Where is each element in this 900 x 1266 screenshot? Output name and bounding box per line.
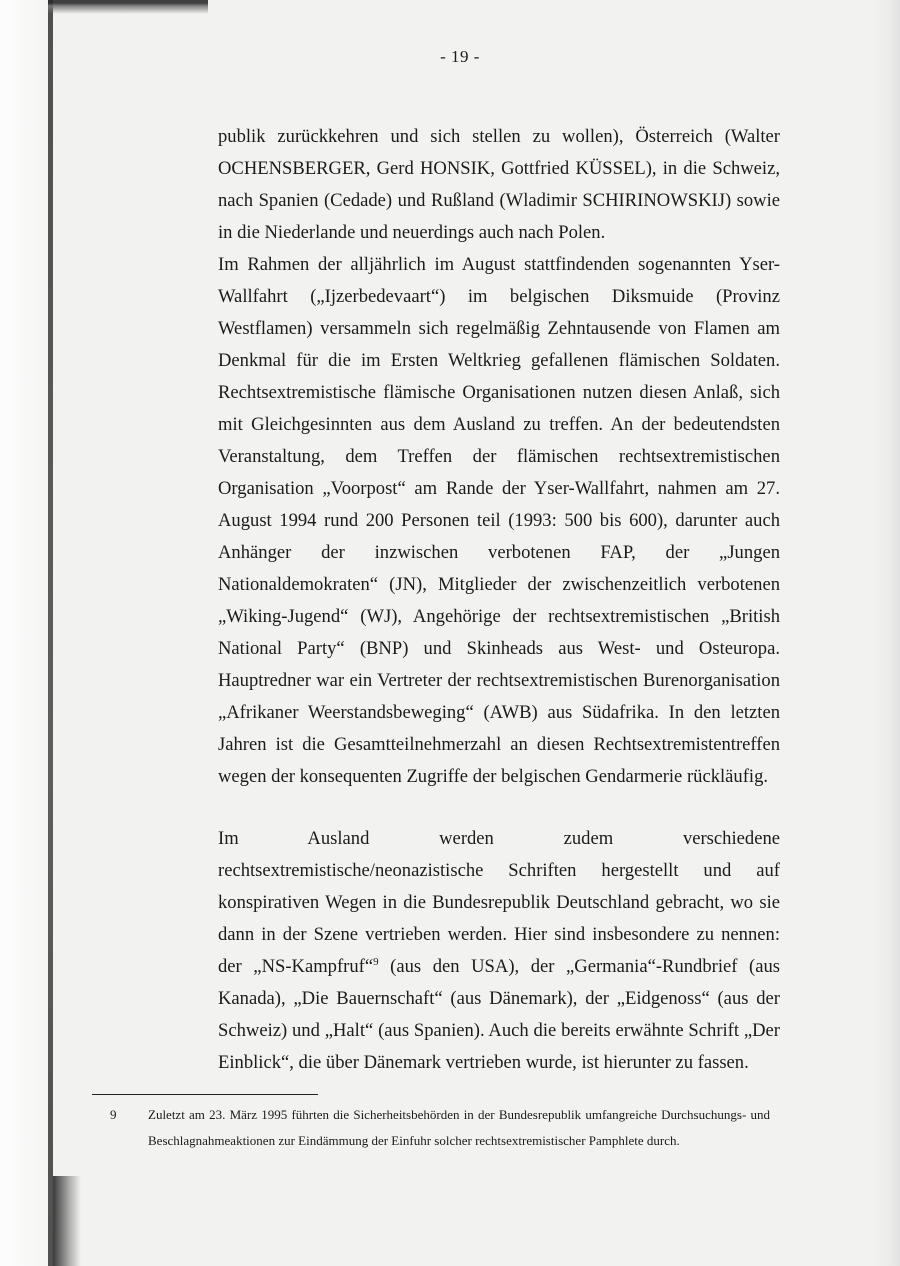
paragraph-1: publik zurückkehren und sich stellen zu wollen), Österreich (Walter OCHENSBERGER, Gerd HONSIK, Gottfried KÜSSEL), in die Schweiz, nach Spanien (Cedade) und Rußland (Wladimir SCHIRINOWSKIJ) sowie in die Niederlande und neuerdings auch nach Polen. — [218, 126, 780, 243]
paragraph-3-text-end: (aus den USA), der „Germania“-Rundbrief (aus Kanada), „Die Bauernschaft“ (aus Dänemark), der „Eidgenoss“ (aus der Schweiz) und „Halt“ (aus Spanien). Auch die bereits erwähnte Schrift „Der Einblick“, die über Dänemark vertrieben wurde, ist hierunter zu fassen. — [218, 956, 780, 1073]
scan-bottom-shadow — [53, 1176, 81, 1266]
scan-right-margin — [874, 0, 900, 1266]
footnote-text: Zuletzt am 23. März 1995 führten die Sicherheitsbehörden in der Bundesrepublik umfangreiche Durchsuchungs- und Beschlagnahmeaktionen zur Eindämmung der Einfuhr solcher rechtsextremistischer Pamphlete durch. — [148, 1107, 770, 1148]
page-number: - 19 - — [440, 47, 480, 66]
footnote-marker: 9 — [110, 1107, 117, 1122]
main-text — [218, 121, 780, 1079]
paragraph-3 — [218, 823, 780, 1079]
scan-top-edge — [48, 0, 208, 14]
footnote-separator — [92, 1094, 318, 1095]
scan-binding-edge — [48, 0, 53, 1266]
paragraph-2: Im Rahmen der alljährlich im August stattfindenden sogenannten Yser-Wallfahrt („Ijzerbedevaart“) im belgischen Diksmuide (Provinz Westflamen) versammeln sich regelmäßig Zehntausende von Flamen am Denkmal für die im Ersten Weltkrieg gefallenen flämischen Soldaten. Rechtsextremistische flämische Organisationen nutzen diesen Anlaß, sich mit Gleichgesinnten aus dem Ausland zu treffen. An der bedeutendsten Veranstaltung, dem Treffen der flämischen rechtsextremistischen Organisation „Voorpost“ am Rande der Yser-Wallfahrt, nahmen am 27. August 1994 rund 200 Personen teil (1993: 500 bis 600), darunter auch Anhänger der inzwischen verbotenen FAP, der „Jungen Nationaldemokraten“ (JN), Mitglieder der zwischenzeitlich verbotenen „Wiking-Jugend“ (WJ), Angehörige der rechtsextremistischen „British National Party“ (BNP) und Skinheads aus West- und Osteuropa. Hauptredner war ein Vertreter der rechtsextremistischen Burenorganisation „Afrikaner Weerstandsbeweging“ (AWB) aus Südafrika. In den letzten Jahren ist die Gesamtteilnehmerzahl an diesen Rechtsextremistentreffen wegen der konsequenten Zugriffe der belgischen Gendarmerie rückläufig. — [218, 254, 780, 787]
footnote-reference: 9 — [373, 955, 379, 968]
paragraph-3-text-start: Im Ausland werden zudem verschiedene rechtsextremistische/neonazistische Schriften hergestellt und auf konspirativen Wegen in die Bundesrepublik Deutschland gebracht, wo sie dann in der Szene vertrieben werden. Hier sind insbesondere zu nennen: der „NS-Kampfruf“ — [218, 828, 780, 977]
